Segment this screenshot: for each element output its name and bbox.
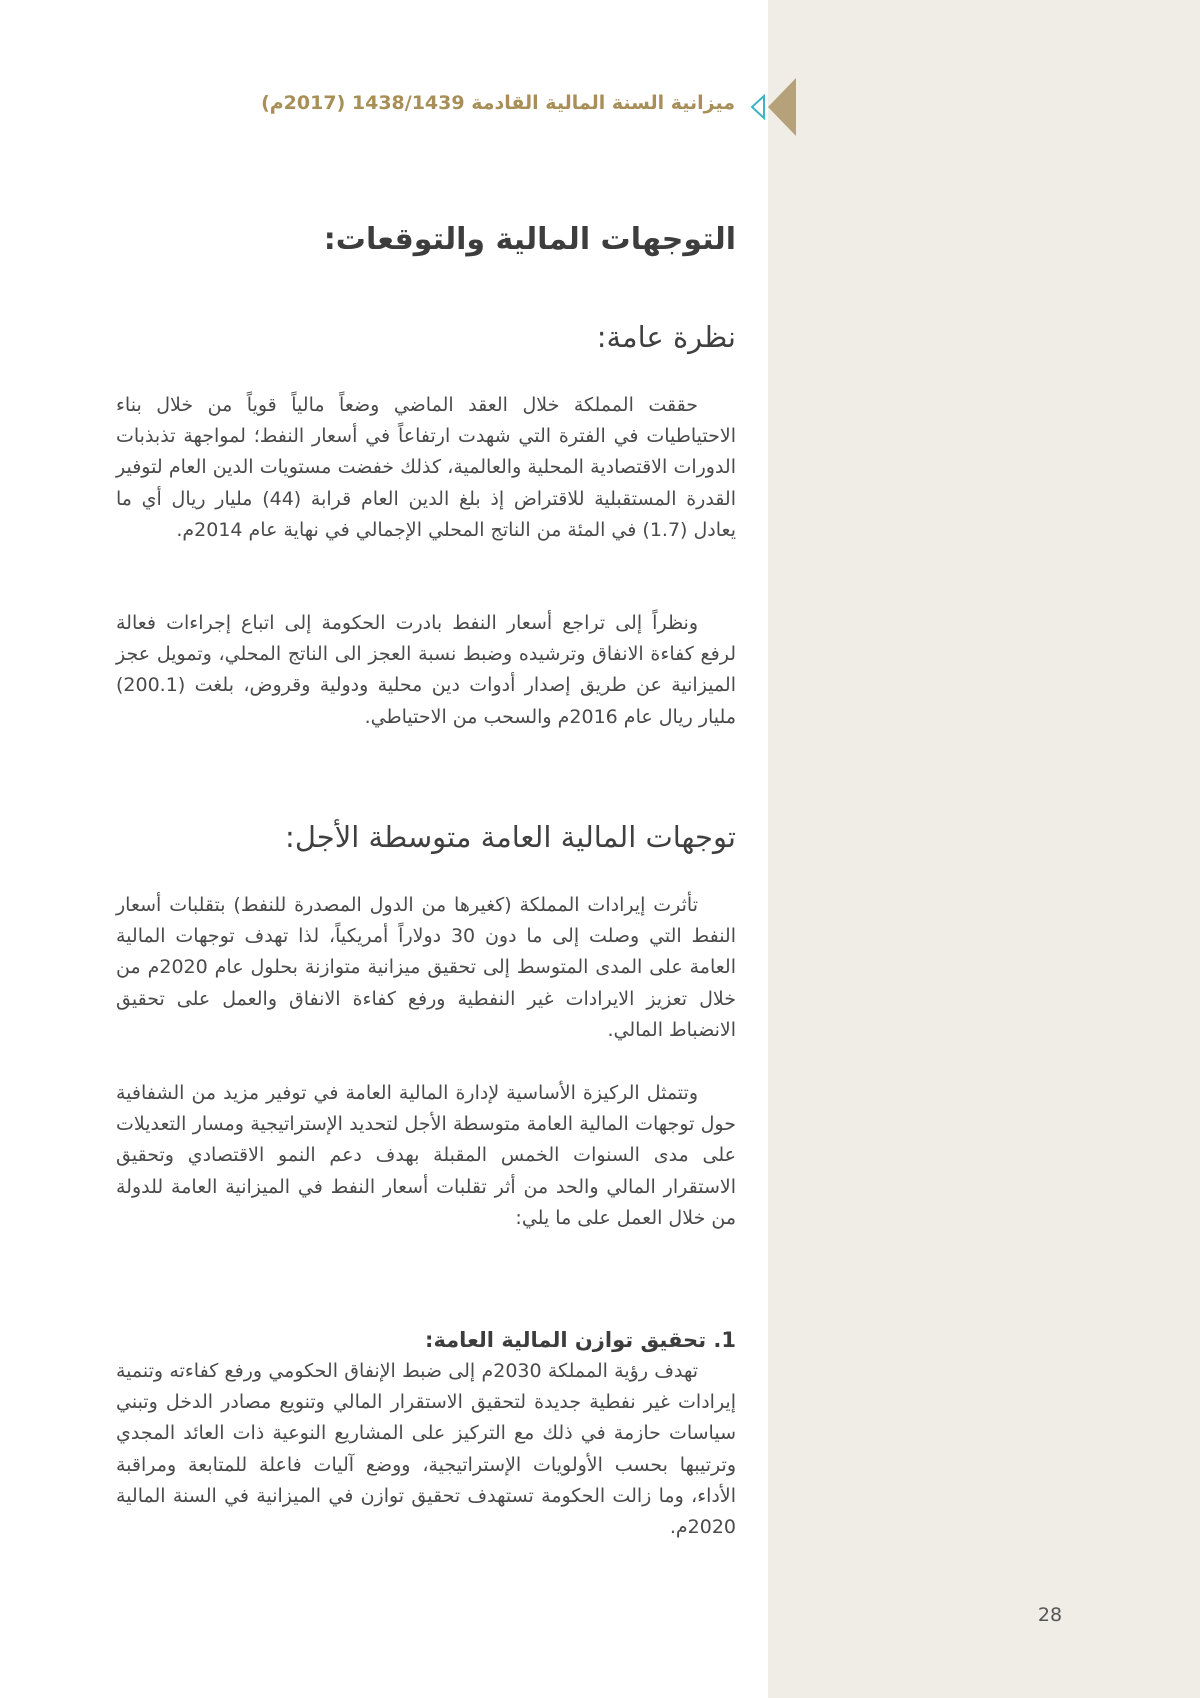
header-title: ميزانية السنة المالية القادمة 1438/1439 (2017م) [261,92,735,114]
section-title-medium-term: توجهات المالية العامة متوسطة الأجل: [285,820,736,854]
paragraph-overview-1: حققت المملكة خلال العقد الماضي وضعاً مالياً قوياً من خلال بناء الاحتياطيات في الفترة التي شهدت ارتفاعاً في أسعار النفط؛ لمواجهة تذبذبات الدورات الاقتصادية المحلية والعالمية، كذلك خفضت مستويات الدين العام لتوفير القدرة المستقبلية للاقتراض إذ بلغ الدين العام قرابة (44) مليار ريال أي ما يعادل (1.7) في المئة من الناتج المحلي الإجمالي في نهاية عام 2014م. [116,394,736,541]
main-title: التوجهات المالية والتوقعات: [323,222,736,257]
subsection-title: 1. تحقيق توازن المالية العامة: [425,1328,736,1352]
header-marker [768,78,796,136]
subsection-paragraph: تهدف رؤية المملكة 2030م إلى ضبط الإنفاق الحكومي ورفع كفاءته وتنمية إيرادات غير نفطية جديدة لتحقيق الاستقرار المالي وتنويع مصادر الدخل وتبني سياسات حازمة في ذلك مع التركيز على المشاريع النوعية ذات العائد المجدي وترتيبها بحسب الأولويات الإستراتيجية، ووضع آليات فاعلة للمتابعة ومراقبة الأداء، وما زالت الحكومة تستهدف تحقيق توازن في الميزانية في السنة المالية 2020م. [116,1360,736,1539]
page-number: 28 [1037,1604,1063,1626]
paragraph-medium-term-2: وتتمثل الركيزة الأساسية لإدارة المالية العامة في توفير مزيد من الشفافية حول توجهات المالية العامة متوسطة الأجل لتحديد الإستراتيجية ومسار التعديلات على مدى السنوات الخمس المقبلة بهدف دعم النمو الاقتصادي وتحقيق الاستقرار المالي والحد من أثر تقلبات أسعار النفط في الميزانية العامة للدولة من خلال العمل على ما يلي: [116,1082,736,1229]
paragraph-medium-term-1: تأثرت إيرادات المملكة (كغيرها من الدول المصدرة للنفط) بتقلبات أسعار النفط التي وصلت إلى ما دون 30 دولاراً أمريكياً، لذا تهدف توجهات المالية العامة على المدى المتوسط إلى تحقيق ميزانية متوازنة بحلول عام 2020م من خلال تعزيز الايرادات غير النفطية ورفع كفاءة الانفاق والعمل على تحقيق الانضباط المالي. [116,894,737,1041]
paragraph-overview-2: ونظراً إلى تراجع أسعار النفط بادرت الحكومة إلى اتباع إجراءات فعالة لرفع كفاءة الانفاق وترشيده وضبط نسبة العجز الى الناتج المحلي، وتمويل عجز الميزانية عن طريق إصدار أدوات دين محلية ودولية وقروض، بلغت (200.1) مليار ريال عام 2016م والسحب من الاحتياطي. [116,612,736,728]
side-panel [768,0,1200,1698]
section-title-overview: نظرة عامة: [596,320,736,354]
chevron-left-icon [750,94,766,120]
